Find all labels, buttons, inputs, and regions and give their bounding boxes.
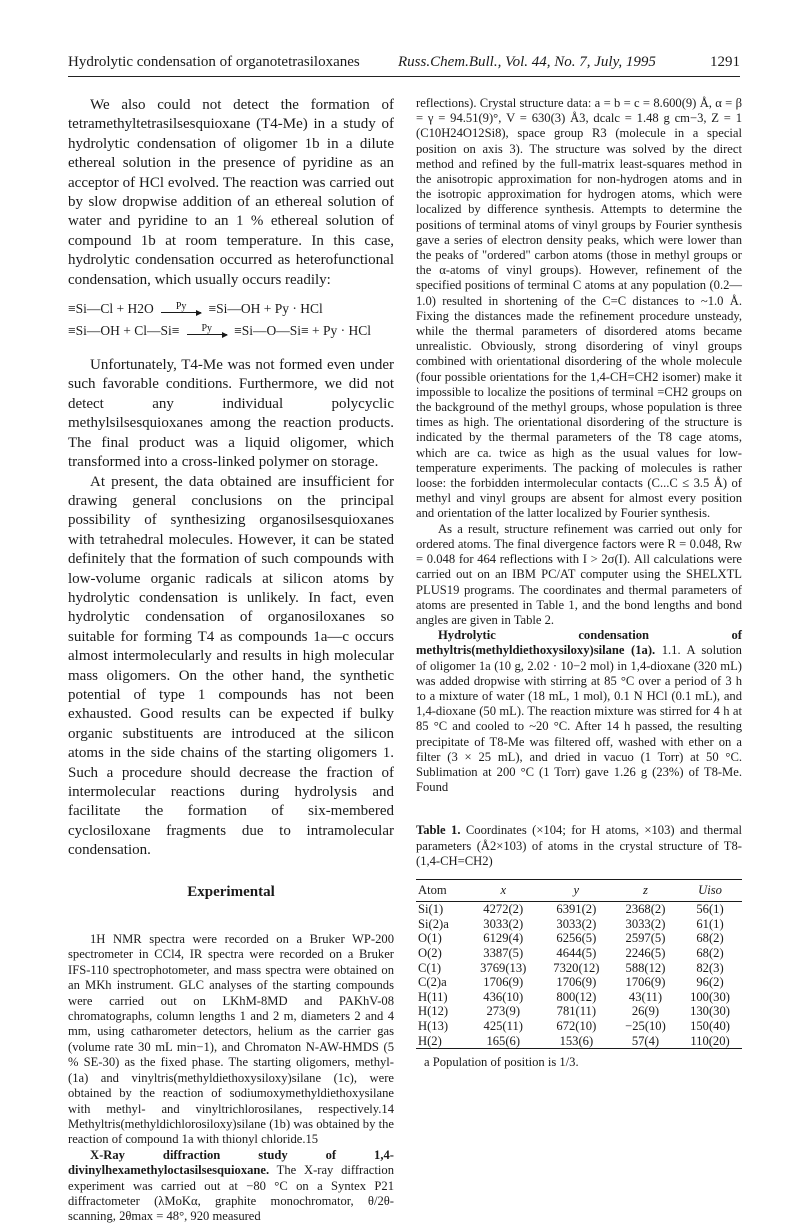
table-cell: 1706(9) [483, 975, 524, 990]
table-cell: −25(10) [625, 1018, 666, 1033]
left-column [68, 96, 394, 1225]
table-cell: 82(3) [696, 960, 724, 975]
table-cell: 6129(4) [483, 931, 524, 946]
column-header: z [643, 882, 648, 897]
arrow-label: Py [201, 323, 213, 335]
paragraph-body: 1.1. A solution of oligomer 1a (10 g, 2.02 · 10−2 mol) in 1,4-dioxane (320 mL) was added dropwise with stirring at 85 °C over a period of 3 h to a mixture of water (18 mL, 1 mol), 0.1 N HCl (0.1 mL), and 1,4-dioxane (50 mL). The reaction mixture was stirred for 4 h at 85 °C and cooled to ~20 °C. After 14 h passed, the resulting precipitate of T8-Me was filtered off, washed with ether on a filter (3 × 25 mL), and dried in vacuo (1 Torr) at 50 °C. Sublimation at 200 °C (1 Torr) gave 1.26 g (23%) of T8-Me. Found [416, 643, 742, 795]
paragraph-body: The X-ray diffraction experiment was carried out at −80 °C on a Syntex P21 diffractometer (λMoKα, graphite monochromator, θ/2θ-scanning, 2θmax = 48°, 920 measured [68, 1163, 394, 1224]
table-cell: C(2)a [418, 975, 447, 990]
right-column [416, 96, 742, 1070]
reaction-equations [68, 298, 394, 342]
table-body [416, 902, 742, 1049]
table-cell: 7320(12) [553, 960, 600, 975]
table-cell: 3033(2) [556, 916, 597, 931]
paragraph: As a result, structure refinement was carried out only for ordered atoms. The final divergence factors were R = 0.048, Rw = 0.048 for 464 reflections with I > 2σ(I). All calculations were carried out on an IBM PC/AT computer using the SHELXTL PLUS19 programs. The coordinates and thermal parameters of atoms are presented in Table 1, and the bond lengths and bond angles are given in Table 2. [416, 521, 742, 627]
table-cell: 110(20) [690, 1033, 730, 1048]
table-cell: Si(1) [418, 902, 444, 917]
equation-1 [68, 298, 394, 320]
table-cell: 1706(9) [625, 975, 666, 990]
table-cell: 273(9) [486, 1004, 521, 1019]
table-cell: H(11) [418, 989, 448, 1004]
column-header: Atom [418, 882, 447, 897]
reaction-arrow [187, 324, 227, 335]
table-cell: 1706(9) [556, 975, 597, 990]
table-cell: O(2) [418, 945, 442, 960]
journal-citation: Russ.Chem.Bull., Vol. 44, No. 7, July, 1995 [398, 54, 656, 70]
table-cell: 6256(5) [556, 931, 597, 946]
table-cell: 781(11) [556, 1004, 597, 1019]
table-row [416, 990, 742, 1005]
table-cell: H(12) [418, 1004, 449, 1019]
table-cell: 588(12) [625, 960, 666, 975]
table-caption [416, 823, 742, 869]
table-cell: 672(10) [556, 1018, 597, 1033]
table-cell: 6391(2) [556, 902, 597, 917]
table-label: Table 1. [416, 823, 461, 838]
paragraph: We also could not detect the formation of tetramethyltetrasilsesquioxane (T4-Me) in a study of hydrolytic condensation of oligomer 1b in a dilute ethereal solution in the presence of pyridine as an acceptor of HCl evolved. The reaction was carried out by slow dropwise addition of an ethereal solution of water and pyridine to an 1 % ethereal solution of compound 1b at room temperature. In this case, hydrolytic condensation occurred as heterofunctional condensation, which usually occurs readily: [68, 97, 394, 288]
equation-2-products: ≡Si—O—Si≡ + Py · HCl [234, 323, 371, 339]
table-row [416, 931, 742, 946]
table-cell: Si(2)a [418, 916, 449, 931]
table-cell: 3769(13) [480, 960, 527, 975]
table-cell: 43(11) [628, 989, 663, 1004]
table-cell: H(2) [418, 1033, 442, 1048]
table-row [416, 1019, 742, 1034]
equation-1-products: ≡Si—OH + Py · HCl [208, 301, 323, 317]
table-header-row [416, 879, 742, 901]
table-cell: 150(40) [690, 1018, 730, 1033]
paragraph [68, 1148, 394, 1225]
table-row [416, 902, 742, 917]
table-cell: 3033(2) [625, 916, 666, 931]
column-header: x [500, 882, 507, 897]
table-cell: 61(1) [696, 916, 724, 931]
table-row [416, 961, 742, 976]
paragraph: reflections). Crystal structure data: a = b = c = 8.600(9) Å, α = β = γ = 94.51(9)°, V = 630(3) Å3, dcalc = 1.48 g cm−3, Z = 1 (C10H24O12Si8), space group R3 (molecule in a special position on axis 3). The structure was solved by the direct method and refined by the full-matrix least-squares method in the anisotropic approximation for non-hydrogen atoms and in the isotropic approximation for hydrogen atoms, which were localized by difference synthesis. Attempts to determine the positions of terminal atoms of vinyl groups by Fourier synthesis gave a series of electron density peaks, which were lower than the peaks of "ordered" carbon atoms (those in methyl groups or the α-atoms of vinyl groups). However, refinement of the specified positions of terminal C atoms at any population (0.2—1.0) resulted in shortening of the C=C distances to ~1.0 Å. Fixing the distances made the refinement procedure unsteady, while the thermal parameters of disordered atoms became unrealistic. Obviously, strong disordering of vinyl groups combined with orientational disordering of the whole molecule (four possible orientations for the 1,4-CH=CH2 isomer) make it impossible to localize the positions of terminal =CH2 groups on the background of the methyl groups, whose population is three times as high. The orientational disordering of the structure is indicated by the thermal parameters of the T8 cage atoms, which are ca. twice as high as the usual values for low-temperature experiments. The packing of molecules is rather loose: the forbidden intermolecular contacts (C...C ≤ 3.5 Å) of methyl and vinyl groups are absent for almost every position and orientation of the latter localized by Fourier synthesis. [416, 96, 742, 521]
table-row [416, 917, 742, 932]
paragraph: Unfortunately, T4-Me was not formed even under such favorable conditions. Furthermore, we did not detect any individual polycyclic methylsilsesquioxanes among the reaction products. The final product was a liquid oligomer, which transformed into a cross-linked polymer on storage. [68, 357, 394, 471]
running-title: Hydrolytic condensation of organotetrasiloxanes [68, 54, 360, 70]
column-header: y [573, 882, 580, 897]
table-cell: 2246(5) [625, 945, 666, 960]
table-cell: 165(6) [486, 1033, 521, 1048]
table-cell: 100(30) [690, 989, 730, 1004]
table-cell: H(13) [418, 1018, 449, 1033]
table-cell: 4272(2) [483, 902, 524, 917]
table-cell: 2597(5) [625, 931, 666, 946]
column-header: Uiso [698, 882, 722, 897]
table-cell: 68(2) [696, 945, 724, 960]
table-cell: 56(1) [696, 902, 724, 917]
coordinates-table [416, 879, 742, 1049]
equation-2 [68, 320, 394, 342]
table-row [416, 946, 742, 961]
table-cell: 425(11) [483, 1018, 523, 1033]
paragraph [416, 628, 742, 795]
running-header [68, 54, 740, 77]
table-cell: O(1) [418, 931, 442, 946]
table-cell: 436(10) [483, 989, 524, 1004]
paragraph: At present, the data obtained are insufficient for drawing general conclusions on the principal possibility of synthesizing organosilsesquioxanes with tetrahedral molecules. However, it can be stated definitely that the formation of such compounds with low-volume organic radicals at silicon atoms by hydrolytic condensation is unlikely. In fact, even hydrolytic condensation of organosiloxanes so suitable for forming T4 as compounds 1a—c occurs almost intermolecularly and results in high molecular mass oligomers. On the other hand, the synthetic potential of type 1 compounds has not been exhausted. Good results can be expected if bulky organic substituents are introduced at the silicon atoms in the side chains of the starting oligomers 1. Such a procedure should decrease the fraction of intermolecular reactions during hydrolysis and facilitate the formation of six-membered cyclosiloxane fragments due to intramolecular condensation. [68, 473, 394, 859]
table-cell: 3387(5) [483, 945, 524, 960]
table-row [416, 975, 742, 990]
table-cell: 68(2) [696, 931, 724, 946]
table-cell: 57(4) [631, 1033, 660, 1048]
table-cell: 800(12) [556, 989, 597, 1004]
paragraph: 1H NMR spectra were recorded on a Bruker WP-200 spectrometer in CCl4, IR spectra were recorded on a Bruker IFS-110 spectrophotometer, and mass spectra were obtained on an MKh instrument. GLC analyses of the starting compounds were carried out on LKhM-8MD and PAKhV-08 chromatographs, column lengths 1 and 2 m, diameters 2 and 4 mm, using catharometer detectors, helium as the carrier gas (volume rate 30 mL min−1), and Chromaton N-AW-HMDS (5 % SE-30) as the fixed phase. The starting oligomers, methyl- (1a) and vinyltris(methyldiethoxysiloxy)silane (1c), were obtained by the reaction of sodiumoxymethyldiethoxysilane with methyl- and vinyltrichlorosilanes, respectively.14 Methyltris(methyldichlorosiloxy)silane (1b) was obtained by the reaction of compound 1a with thionyl chloride.15 [68, 932, 394, 1147]
table-cell: 4644(5) [556, 945, 597, 960]
reaction-arrow [161, 302, 201, 313]
paragraph-lead: X-Ray diffraction study of 1,4-divinylhexamethyloctasilsesquioxane. [68, 1147, 394, 1178]
table-cell: 153(6) [559, 1033, 594, 1048]
table-cell: 96(2) [696, 975, 724, 990]
table-row [416, 1034, 742, 1049]
paragraph-lead: Hydrolytic condensation of methyltris(methyldiethoxysiloxy)silane (1a). [416, 628, 742, 658]
table-footnote: a Population of position is 1/3. [424, 1055, 579, 1070]
section-heading: Experimental [187, 883, 275, 900]
table-cell: C(1) [418, 960, 442, 975]
arrow-label: Py [175, 301, 187, 313]
table-cell: 130(30) [690, 1004, 730, 1019]
equation-2-reactants: ≡Si—OH + Cl—Si≡ [68, 323, 180, 339]
table-row [416, 1004, 742, 1019]
table-caption-text: Coordinates (×104; for H atoms, ×103) and thermal parameters (Å2×103) of atoms in the crystal structure of T8-(1,4-CH=CH2) [416, 823, 743, 868]
equation-1-reactants: ≡Si—Cl + H2O [68, 301, 154, 317]
table-cell: 2368(2) [625, 902, 666, 917]
page-number: 1291 [710, 54, 740, 70]
table-cell: 3033(2) [483, 916, 524, 931]
table-cell: 26(9) [631, 1004, 660, 1019]
